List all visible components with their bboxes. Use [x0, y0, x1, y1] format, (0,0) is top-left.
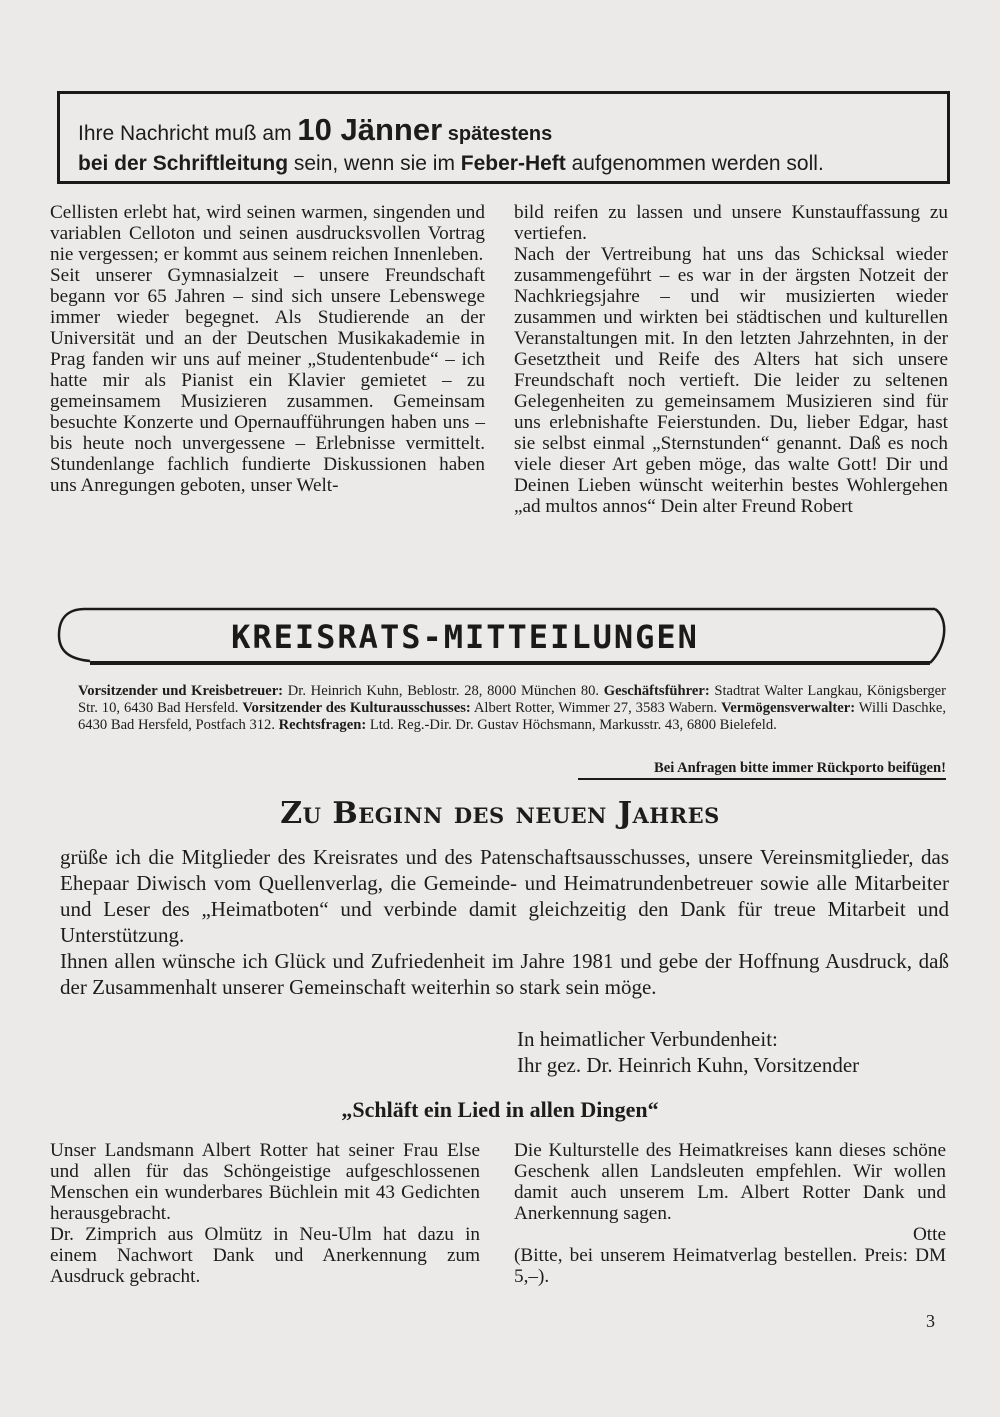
kreisrat-heading-frame	[55, 605, 950, 669]
greeting-text	[60, 844, 949, 1000]
deadline-notice-box	[57, 91, 950, 184]
paragraph: Unser Landsmann Albert Rotter hat seiner Frau Else und allen für das Schöngeistige aufgeschlossenen Menschen ein wunderbares Büchlein mit 43 Gedichten herausgebracht.	[50, 1140, 480, 1224]
notice-line-2: bei der Schriftleitung sein, wenn sie im Feber-Heft aufgenommen werden soll.	[78, 152, 824, 175]
kreisrat-contacts: Vorsitzender und Kreisbetreuer: Dr. Heinrich Kuhn, Beblostr. 28, 8000 München 80. Geschäftsführer: Stadtrat Walter Langkau, Königsberger Str. 10, 6430 Bad Hersfeld. Vorsitzender des Kulturausschusses: Albert Rotter, Wimmer 27, 3583 Wabern. Vermögensverwalter: Willi Daschke, 6430 Bad Hersfeld, Postfach 312. Rechtsfragen: Ltd. Reg.-Dir. Dr. Gustav Höchsmann, Markusstr. 43, 6800 Bielefeld.	[78, 683, 946, 733]
greeting-signature: In heimatlicher Verbundenheit: Ihr gez. Dr. Heinrich Kuhn, Vorsitzender	[517, 1027, 860, 1077]
book-article-right-column	[514, 1140, 946, 1287]
postage-note: Bei Anfragen bitte immer Rückporto beifügen!	[578, 760, 946, 780]
book-article-title: „Schläft ein Lied in allen Dingen“	[341, 1097, 659, 1122]
paragraph: Cellisten erlebt hat, wird seinen warmen, singenden und variablen Celloton und seinen ausdrucksvollen Vortrag nie vergessen; er kommt aus seinem reichen Innenleben.	[50, 202, 485, 265]
paragraph: (Bitte, bei unserem Heimatverlag bestellen. Preis: DM 5,–).	[514, 1245, 946, 1287]
notice-line-1: Ihre Nachricht muß am 10 Jänner spätestens	[78, 112, 553, 147]
author-signature: Otte	[912, 1224, 946, 1245]
paragraph: Nach der Vertreibung hat uns das Schicksal wieder zusammengeführt – es war in der ärgsten Notzeit der Nachkriegsjahre – und wir musizierten wieder zusammen und wirkten bei städtischen und kulturellen Veranstaltungen mit. In den letzten Jahrzehnten, in der Gesetztheit und Reife des Alters hat sich unsere Freundschaft noch vertieft. Die leider zu seltenen Gelegenheiten zu gemeinsamem Musizieren sind für uns erlebnishafte Feierstunden. Du, lieber Edgar, hast sie selbst einmal „Sternstunden“ genannt. Daß es noch viele dieser Art geben möge, das walte Gott! Dir und Deinen Lieben wünscht weiterhin bestes Wohlergehen „ad multos annos“ Dein alter Freund Robert	[514, 244, 948, 517]
paragraph: Die Kulturstelle des Heimatkreises kann dieses schöne Geschenk allen Landsleuten empfehlen. Wir wollen damit auch unserem Lm. Albert Rotter Dank und Anerkennung sagen.	[514, 1140, 946, 1224]
article-left-column	[50, 202, 485, 496]
paragraph: Seit unserer Gymnasialzeit – unsere Freundschaft begann vor 65 Jahren – sind sich unsere Lebenswege immer wieder begegnet. Als Studierende an der Universität und an der Deutschen Musikakademie in Prag fanden wir uns auf meiner „Studentenbude“ – ich hatte mir als Pianist ein Klavier gemietet – zu gemeinsamem Musizieren zusammen. Gemeinsam besuchte Konzerte und Opernaufführungen haben uns – bis heute noch unvergessene – Erlebnisse vermittelt. Stundenlange fachlich fundierte Diskussionen haben uns Anregungen geboten, unser Welt-	[50, 265, 485, 496]
paragraph: bild reifen zu lassen und unsere Kunstauffassung zu vertiefen.	[514, 202, 948, 244]
deadline-date: 10 Jänner	[297, 112, 443, 147]
article-right-column	[514, 202, 948, 517]
paragraph: Dr. Zimprich aus Olmütz in Neu-Ulm hat dazu in einem Nachwort Dank und Anerkennung zum Ausdruck gebracht.	[50, 1224, 480, 1287]
greeting-title: Zu Beginn des neuen Jahres	[280, 796, 720, 831]
page-number: 3	[926, 1311, 935, 1331]
paragraph: Ihnen allen wünsche ich Glück und Zufriedenheit im Jahre 1981 und gebe der Hoffnung Ausdruck, daß der Zusammenhalt unserer Gemeinschaft weiterhin so stark sein möge.	[60, 949, 949, 999]
section-title: KREISRATS-MITTEILUNGEN	[231, 618, 699, 656]
book-article-left-column	[50, 1140, 480, 1287]
paragraph: grüße ich die Mitglieder des Kreisrates und des Patenschaftsausschusses, unsere Vereinsmitglieder, das Ehepaar Diwisch vom Quellenverlag, die Gemeinde- und Heimatrundenbetreuer sowie alle Mitarbeiter und Leser des „Heimatboten“ und verbinde damit gleichzeitig den Dank für treue Mitarbeit und Unterstützung.	[60, 845, 949, 947]
